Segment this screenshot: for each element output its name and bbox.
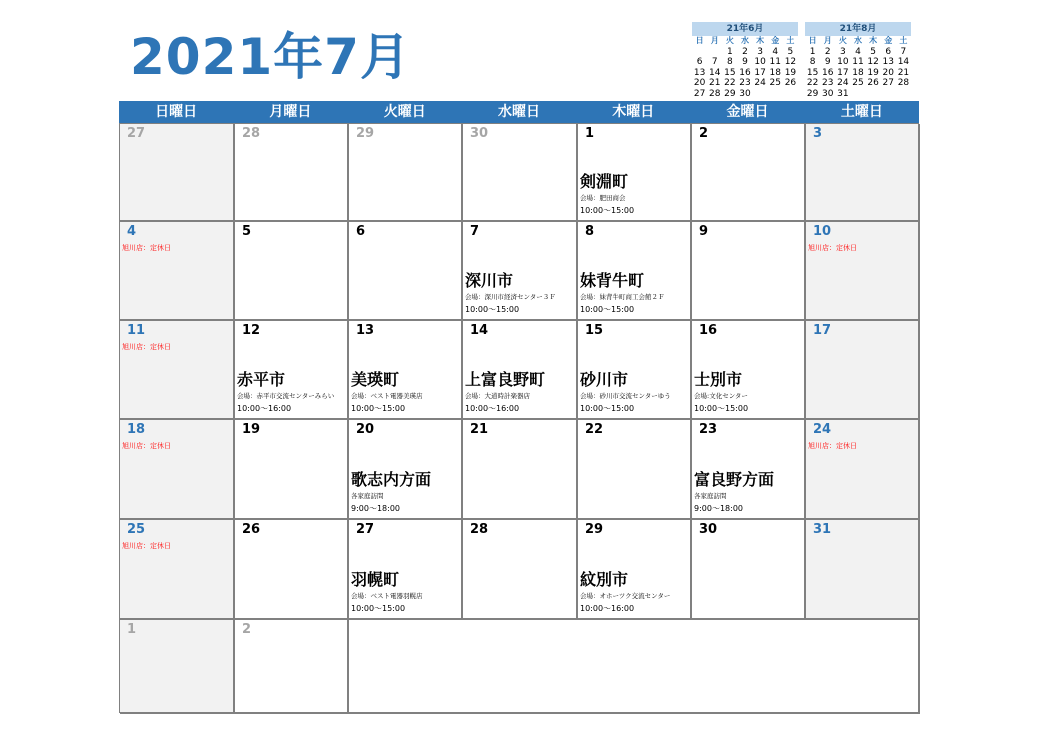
day-number: 29 <box>356 126 375 141</box>
mini-calendar-week <box>692 57 798 68</box>
weekday-friday: 金曜日 <box>726 104 769 120</box>
weekday-wednesday: 水曜日 <box>497 104 540 120</box>
event-place: 深川市 <box>465 271 514 290</box>
mini-calendar-day: 20 <box>693 78 706 88</box>
event-venue: 会場:文化センター <box>694 392 748 400</box>
mini-calendar-day: 16 <box>739 67 751 78</box>
event-time: 9:00〜18:00 <box>694 504 744 513</box>
day-cell <box>349 124 463 222</box>
mini-calendar-day: 6 <box>885 46 892 57</box>
day-number: 28 <box>242 126 261 141</box>
day-number: 3 <box>813 126 823 141</box>
mini-calendar-weekday: 金 <box>771 36 780 45</box>
mini-calendar-day: 9 <box>824 57 831 67</box>
weekday-thursday: 木曜日 <box>612 104 655 120</box>
mini-calendar-weekday: 金 <box>884 36 893 45</box>
event <box>580 271 688 317</box>
day-cell <box>806 321 920 420</box>
mini-calendar-day: 8 <box>726 57 733 67</box>
mini-calendar-day: 22 <box>724 78 736 88</box>
mini-calendar-weekday-row <box>692 36 798 47</box>
mini-calendar-day: 4 <box>772 46 779 57</box>
day-number: 11 <box>127 323 146 338</box>
day-number: 9 <box>699 224 709 239</box>
mini-calendar-day: 6 <box>696 57 703 67</box>
event-time: 10:00〜15:00 <box>580 206 635 215</box>
day-cell <box>578 124 692 222</box>
mini-calendar-day <box>768 89 783 100</box>
day-cell <box>235 420 349 520</box>
day-number: 17 <box>813 323 832 338</box>
event-time: 10:00〜15:00 <box>694 404 749 413</box>
mini-calendar-day: 11 <box>852 57 864 67</box>
day-cell <box>806 222 920 321</box>
event-venue: 会場：大道時計楽器店 <box>465 392 530 400</box>
mini-calendar-day: 25 <box>769 78 781 88</box>
day-cell <box>235 620 349 714</box>
event-time: 9:00〜18:00 <box>351 504 401 513</box>
mini-calendar-weekday: 日 <box>808 36 817 45</box>
weekday-tuesday: 火曜日 <box>383 104 426 120</box>
mini-calendar-day: 15 <box>806 67 819 78</box>
mini-calendar-day: 14 <box>708 67 721 78</box>
day-number: 31 <box>813 522 832 537</box>
day-number: 22 <box>585 422 604 437</box>
day-cell <box>120 124 235 222</box>
day-number: 1 <box>127 622 137 637</box>
closed-day-note: 旭川店：定休日 <box>122 442 171 450</box>
day-number: 8 <box>585 224 595 239</box>
event <box>580 172 688 218</box>
mini-calendar-day: 30 <box>739 88 751 99</box>
mini-calendar-weekday: 日 <box>695 36 704 45</box>
mini-calendar-day: 3 <box>839 46 846 57</box>
day-number: 20 <box>356 422 375 437</box>
mini-calendar-week <box>692 78 798 89</box>
mini-calendar-next-month <box>805 22 911 99</box>
day-number: 13 <box>356 323 375 338</box>
day-number: 26 <box>242 522 261 537</box>
event-venue: 会場：オホーツク交流センター <box>580 592 671 600</box>
mini-calendar-day: 22 <box>806 78 819 88</box>
mini-calendar-weekday: 土 <box>786 36 795 45</box>
mini-calendar-day: 2 <box>742 46 748 57</box>
event-place: 歌志内方面 <box>351 470 432 489</box>
mini-calendar-day: 12 <box>867 57 879 67</box>
mini-calendar-day: 13 <box>882 57 894 67</box>
day-cell <box>120 620 235 714</box>
weekday-saturday: 土曜日 <box>840 104 883 120</box>
mini-calendar-table <box>692 36 798 99</box>
event-venue: 会場：赤平市交流センターみらい <box>237 392 335 400</box>
day-cell <box>692 124 806 222</box>
mini-calendar-day: 20 <box>882 67 894 78</box>
event-venue: 会場：深川市経済センター３Ｆ <box>465 293 556 301</box>
mini-calendar-day: 12 <box>784 57 797 67</box>
event-venue: 各家庭訪問 <box>351 492 384 500</box>
day-number: 27 <box>356 522 375 537</box>
closed-day-note: 旭川店：定休日 <box>122 244 171 252</box>
mini-calendar-day <box>866 89 881 100</box>
weekday-monday: 月曜日 <box>269 104 312 120</box>
mini-calendar-day: 21 <box>897 67 910 78</box>
day-cell <box>349 520 463 620</box>
mini-calendar-day: 23 <box>739 78 751 88</box>
event-place: 妹背牛町 <box>580 271 645 290</box>
day-number: 24 <box>813 422 832 437</box>
day-cell <box>235 321 349 420</box>
mini-calendar-day: 5 <box>870 46 876 57</box>
mini-calendar-week <box>805 78 911 89</box>
weekday-header-row <box>119 101 919 123</box>
event <box>237 370 345 416</box>
day-cell <box>578 321 692 420</box>
closed-day-note: 旭川店：定休日 <box>122 343 171 351</box>
mini-calendar-day: 3 <box>757 46 763 57</box>
mini-calendar-day: 17 <box>754 67 766 78</box>
event-venue: 会場：砂川市交流センターゆう <box>580 392 671 400</box>
day-cell <box>120 420 235 520</box>
event-venue: 会場：妹背牛町商工会館２Ｆ <box>580 293 665 301</box>
mini-calendar-day: 7 <box>900 46 907 57</box>
event-place: 剣淵町 <box>580 172 629 191</box>
mini-calendar-weekday: 土 <box>899 36 908 45</box>
event-time: 10:00〜15:00 <box>351 404 406 413</box>
day-number: 23 <box>699 422 718 437</box>
event-venue: 会場：肥田商会 <box>580 194 626 202</box>
mini-calendar-day: 28 <box>897 78 910 88</box>
mini-calendar-weekday: 木 <box>869 36 878 45</box>
day-number: 27 <box>127 126 146 141</box>
day-number: 30 <box>699 522 718 537</box>
mini-calendar-day: 7 <box>711 57 718 67</box>
mini-calendar-weekday: 火 <box>725 36 734 45</box>
event-time: 10:00〜15:00 <box>351 604 406 613</box>
day-cell <box>578 420 692 520</box>
mini-calendar-day: 5 <box>787 46 794 57</box>
mini-calendar-weekday: 水 <box>853 36 862 45</box>
mini-calendar-day: 11 <box>769 57 781 67</box>
day-cell <box>349 420 463 520</box>
mini-calendar-day: 8 <box>809 57 816 67</box>
mini-calendar-day: 26 <box>784 78 797 88</box>
mini-calendar-day: 10 <box>837 57 849 67</box>
day-number: 4 <box>127 224 137 239</box>
event <box>465 271 574 317</box>
calendar-grid <box>119 123 919 713</box>
mini-calendar-day: 9 <box>742 57 748 67</box>
mini-calendar-day <box>753 89 768 100</box>
mini-calendar-day: 15 <box>724 67 736 78</box>
day-number: 25 <box>127 522 146 537</box>
mini-calendar-day: 27 <box>882 78 894 88</box>
day-cell <box>578 520 692 620</box>
event-place: 砂川市 <box>580 370 629 389</box>
day-number: 2 <box>699 126 709 141</box>
mini-calendar-day <box>896 89 911 100</box>
event-place: 赤平市 <box>237 370 286 389</box>
mini-calendar-week <box>805 47 911 58</box>
day-number: 18 <box>127 422 146 437</box>
event-place: 富良野方面 <box>694 470 775 489</box>
mini-calendar-day: 28 <box>708 88 721 99</box>
event-venue: 会場：ベスト電器美瑛店 <box>351 392 423 400</box>
day-number: 28 <box>470 522 489 537</box>
mini-calendar-weekday: 月 <box>710 36 719 45</box>
day-number: 7 <box>470 224 480 239</box>
event <box>351 370 459 416</box>
page-title: 2021年7月 <box>130 28 411 86</box>
event <box>694 470 802 516</box>
day-number: 6 <box>356 224 366 239</box>
mini-calendar-day: 30 <box>821 88 834 99</box>
mini-calendar-day: 10 <box>754 57 766 67</box>
day-cell <box>120 321 235 420</box>
mini-calendar-day: 23 <box>821 78 834 88</box>
mini-calendar-day: 1 <box>726 46 733 57</box>
mini-calendar-day <box>707 47 722 58</box>
event <box>465 370 574 416</box>
day-cell <box>692 321 806 420</box>
day-number: 2 <box>242 622 252 637</box>
day-number: 10 <box>813 224 832 239</box>
event-place: 紋別市 <box>580 570 629 589</box>
day-number: 14 <box>470 323 489 338</box>
mini-calendar-header: 21年8月 <box>805 22 911 36</box>
day-cell <box>120 520 235 620</box>
mini-calendar-week <box>692 89 798 100</box>
mini-calendar-week <box>805 89 911 100</box>
mini-calendar-weekday: 木 <box>756 36 765 45</box>
event <box>580 370 688 416</box>
mini-calendar-week <box>692 68 798 79</box>
day-cell <box>463 520 578 620</box>
mini-calendar-day: 26 <box>867 78 879 88</box>
mini-calendar-day: 4 <box>855 46 861 57</box>
mini-calendar-day: 16 <box>821 67 834 78</box>
mini-calendar-week <box>805 68 911 79</box>
empty-cell <box>349 620 920 714</box>
day-cell <box>349 321 463 420</box>
mini-calendar-weekday: 火 <box>838 36 847 45</box>
event-time: 10:00〜15:00 <box>580 305 635 314</box>
mini-calendar-day: 2 <box>824 46 831 57</box>
mini-calendar-day <box>783 89 798 100</box>
closed-day-note: 旭川店：定休日 <box>122 542 171 550</box>
day-cell <box>692 222 806 321</box>
event-venue: 会場：ベスト電器羽幌店 <box>351 592 423 600</box>
event-time: 10:00〜15:00 <box>580 404 635 413</box>
event-venue: 各家庭訪問 <box>694 492 727 500</box>
event-time: 10:00〜16:00 <box>580 604 635 613</box>
closed-day-note: 旭川店：定休日 <box>808 244 857 252</box>
mini-calendar-table <box>805 36 911 99</box>
day-cell <box>806 124 920 222</box>
mini-calendar-day: 27 <box>693 88 706 99</box>
event-place: 美瑛町 <box>351 370 400 389</box>
mini-calendar-day: 18 <box>852 67 864 78</box>
day-cell <box>692 520 806 620</box>
event <box>694 370 802 416</box>
mini-calendar-weekday: 月 <box>823 36 832 45</box>
event-place: 上富良野町 <box>465 370 546 389</box>
event <box>580 570 688 616</box>
day-cell <box>235 124 349 222</box>
event <box>351 570 459 616</box>
mini-calendar-day: 19 <box>867 67 879 78</box>
mini-calendar-day: 29 <box>724 88 736 99</box>
mini-calendar-day: 24 <box>837 78 849 88</box>
day-number: 30 <box>470 126 489 141</box>
day-number: 29 <box>585 522 604 537</box>
mini-calendar-day: 25 <box>852 78 864 88</box>
mini-calendar-day <box>881 89 896 100</box>
mini-calendar-day <box>692 47 707 58</box>
day-number: 1 <box>585 126 595 141</box>
day-cell <box>349 222 463 321</box>
day-cell <box>463 222 578 321</box>
day-number: 19 <box>242 422 261 437</box>
day-cell <box>463 321 578 420</box>
day-cell <box>120 222 235 321</box>
mini-calendar-day: 21 <box>708 78 721 88</box>
day-cell <box>692 420 806 520</box>
mini-calendar-day <box>850 89 865 100</box>
closed-day-note: 旭川店：定休日 <box>808 442 857 450</box>
mini-calendar-day: 24 <box>754 78 766 88</box>
mini-calendar-day: 31 <box>837 88 849 99</box>
day-number: 15 <box>585 323 604 338</box>
mini-calendar-day: 1 <box>809 46 816 57</box>
mini-calendar-day: 18 <box>769 67 781 78</box>
weekday-sunday: 日曜日 <box>155 104 198 120</box>
mini-calendar-prev-month <box>692 22 798 99</box>
day-cell <box>235 222 349 321</box>
event-place: 士別市 <box>694 370 743 389</box>
day-number: 12 <box>242 323 261 338</box>
mini-calendar-header: 21年6月 <box>692 22 798 36</box>
day-cell <box>463 420 578 520</box>
mini-calendar-day: 19 <box>784 67 797 78</box>
mini-calendar-weekday: 水 <box>740 36 749 45</box>
event-time: 10:00〜15:00 <box>465 305 520 314</box>
mini-calendar-week <box>805 57 911 68</box>
mini-calendar-day: 29 <box>806 88 819 99</box>
mini-calendar-day: 14 <box>897 57 910 67</box>
day-cell <box>235 520 349 620</box>
event-time: 10:00〜16:00 <box>465 404 520 413</box>
day-cell <box>463 124 578 222</box>
day-number: 5 <box>242 224 252 239</box>
event-time: 10:00〜16:00 <box>237 404 292 413</box>
mini-calendar-weekday-row <box>805 36 911 47</box>
day-number: 16 <box>699 323 718 338</box>
mini-calendar-week <box>692 47 798 58</box>
day-cell <box>806 520 920 620</box>
event-place: 羽幌町 <box>351 570 400 589</box>
mini-calendar-day: 13 <box>693 67 706 78</box>
day-cell <box>806 420 920 520</box>
day-number: 21 <box>470 422 489 437</box>
day-cell <box>578 222 692 321</box>
event <box>351 470 459 516</box>
month-calendar <box>119 101 919 713</box>
mini-calendar-day: 17 <box>837 67 849 78</box>
